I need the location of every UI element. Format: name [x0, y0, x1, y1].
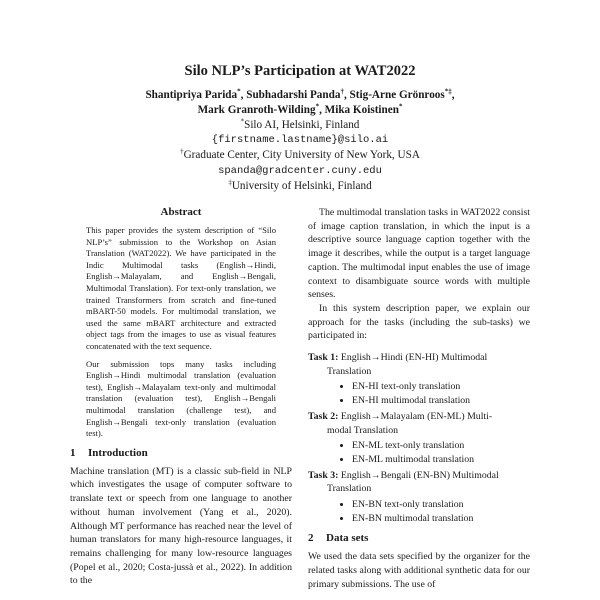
subtask-list	[308, 380, 530, 407]
author-mark: *	[315, 102, 320, 111]
subtask-item: • EN-ML text-only translation	[352, 439, 530, 453]
section-number: 2	[308, 532, 314, 545]
affiliation-text: Graduate Center, City University of New York, USA	[183, 149, 420, 162]
affiliation-line	[0, 179, 600, 194]
task-title: English→Malayalam (EN-ML) Multi-	[340, 410, 493, 422]
affiliations	[0, 118, 600, 194]
task-title: English→Hindi (EN-HI) Multimodal	[340, 352, 488, 364]
task-title-cont: modal Translation	[327, 424, 399, 436]
email-line: spanda@gradcenter.cuny.edu	[218, 164, 382, 177]
author-line-2: Mark Granroth-Wilding*, Mika Koistinen*	[197, 102, 403, 116]
task-title-cont: Translation	[327, 483, 372, 495]
task-item	[308, 410, 530, 467]
affiliation-text: Silo AI, Helsinki, Finland	[244, 119, 360, 131]
subtask-list	[308, 439, 530, 466]
task-list	[308, 351, 530, 525]
author-name: Mark Granroth-Wilding	[197, 104, 316, 116]
affiliation-line	[0, 118, 600, 133]
body-paragraph: The multimodal translation tasks in WAT2022 consist of image caption translation, in which the input is a descriptive source language caption together with the image it describes, while the output is a target language caption. The multimodal input enables the use of image context to disambiguate source words with multiple senses.	[308, 207, 530, 301]
task-heading	[308, 410, 530, 424]
right-body	[308, 206, 530, 343]
task-item	[308, 351, 530, 408]
section-number: 1	[70, 446, 76, 459]
author-mark: *	[398, 102, 403, 111]
task-title: English→Bengali (EN-BN) Multimodal	[340, 469, 499, 481]
author-name: Shantipriya Parida	[145, 89, 238, 101]
task-title-cont: Translation	[327, 365, 372, 377]
task-label: Task 1:	[308, 352, 339, 364]
author-name: Subhadarshi Panda	[246, 89, 341, 101]
affiliation-text: University of Helsinki, Finland	[231, 179, 372, 192]
email-line: {firstname.lastname}@silo.ai	[211, 134, 389, 147]
subtask-list	[308, 498, 530, 525]
subtask-item: • EN-HI text-only translation	[352, 380, 530, 394]
author-mark: *	[237, 87, 241, 96]
task-label: Task 3:	[308, 469, 339, 481]
abstract-heading: Abstract	[160, 206, 202, 218]
affiliation-mark: †	[180, 147, 184, 156]
abstract-paragraph: Our submission tops many tasks including English→Hindi multimodal translation (evaluation test), English→Malayalam text-only and multimodal translation (evaluation test), English→Bengali multimodal translation (challenge test), and English→Bengali text-only translation (evaluation test).	[86, 358, 276, 439]
subtask-item: • EN-BN text-only translation	[352, 498, 530, 512]
abstract-paragraph: This paper provides the system description of “Silo NLP’s” submission to the Workshop on Asian Translation (WAT2022). We have participated in the Indic Multimodal tasks (English→Hindi, English→Malayalam, and English→Bengali, Multimodal Translation). For text-only translation, we trained Transformers from scratch and fine-tuned mBART-50 models. For multimodal translation, we used the same mBART architecture and extracted object tags from the images to use as visual features concatenated with the text sequence.	[86, 225, 276, 351]
subtask-item: • EN-BN multimodal translation	[352, 512, 530, 526]
section-heading-datasets	[308, 532, 530, 544]
body-paragraph: In this system description paper, we explain our approach for the tasks (including the sub-tasks) we participated in:	[308, 302, 530, 342]
introduction-body	[70, 465, 292, 588]
author-mark: †	[340, 87, 344, 96]
affiliation-line	[0, 148, 600, 163]
author-mark: *‡	[444, 87, 452, 96]
author-name: Mika Koistinen	[324, 104, 399, 116]
author-name: Stig-Arne Grönroos	[349, 89, 445, 101]
task-item	[308, 469, 530, 526]
paper-title: Silo NLP’s Participation at WAT2022	[184, 63, 416, 79]
affiliation-mark: *	[240, 117, 245, 126]
section-title: Data sets	[326, 532, 369, 545]
section-heading-introduction	[70, 447, 292, 459]
abstract-body	[86, 225, 276, 440]
task-label: Task 2:	[308, 410, 339, 422]
author-line-1: Shantipriya Parida*, Subhadarshi Panda†, Stig-Arne Grönroos*‡,	[145, 87, 455, 101]
task-heading	[308, 351, 530, 365]
left-column	[70, 206, 292, 588]
body-paragraph: Machine translation (MT) is a classic sub-field in NLP which investigates the usage of computer software to translate text or speech from one language to another without human involvement (Yang et al., 2020). Although MT performance has reached near the level of human translators for many high-resource languages, it remains challenging for many low-resource languages (Popel et al., 2020; Costa-jussà et al., 2022). In addition to the	[70, 465, 292, 587]
affiliation-mark: ‡	[228, 178, 232, 187]
subtask-item: • EN-ML multimodal translation	[352, 453, 530, 467]
section-title: Introduction	[88, 446, 148, 459]
body-paragraph: We used the data sets specified by the organizer for the related tasks along with additional synthetic data for our primary submissions. The use of	[308, 551, 530, 590]
task-heading	[308, 469, 530, 483]
datasets-body	[308, 550, 530, 591]
subtask-item: • EN-HI multimodal translation	[352, 394, 530, 408]
author-list	[0, 88, 600, 118]
right-column	[308, 206, 530, 592]
